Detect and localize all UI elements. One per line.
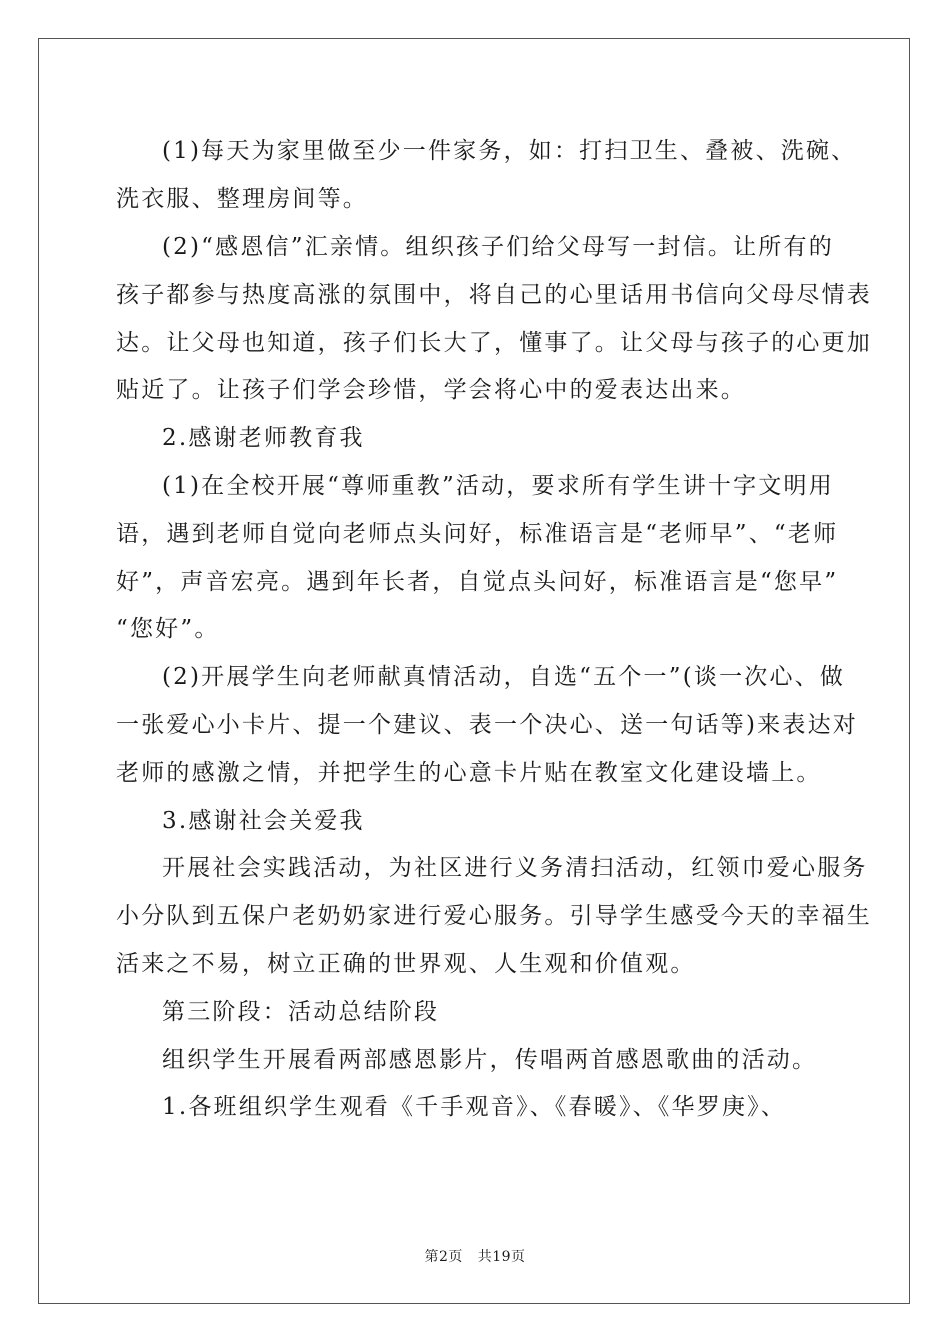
paragraph-line: “您好”。 — [116, 616, 220, 642]
section-heading: 3.感谢社会关爱我 — [162, 808, 365, 834]
paragraph-line: (2)“感恩信”汇亲情。组织孩子们给父母写一封信。让所有的 — [162, 234, 834, 260]
page-number-footer: 第2页 共19页 — [424, 1249, 526, 1265]
paragraph-line: 组织学生开展看两部感恩影片，传唱两首感恩歌曲的活动。 — [162, 1047, 818, 1073]
paragraph-line: (2)开展学生向老师献真情活动，自选“五个一”(谈一次心、做 — [162, 664, 846, 690]
paragraph-line: 1.各班组织学生观看《千手观音》、《春暖》、《华罗庚》、 — [162, 1094, 787, 1120]
paragraph-line: 老师的感激之情，并把学生的心意卡片贴在教室文化建设墙上。 — [116, 760, 822, 786]
paragraph-line: 好”，声音宏亮。遇到年长者，自觉点头问好，标准语言是“您早” — [116, 569, 839, 595]
paragraph-line: 开展社会实践活动，为社区进行义务清扫活动，红领巾爱心服务 — [162, 855, 868, 881]
paragraph-line: 活来之不易，树立正确的世界观、人生观和价值观。 — [116, 951, 696, 977]
paragraph-line: 达。让父母也知道，孩子们长大了，懂事了。让父母与孩子的心更加 — [116, 330, 872, 356]
paragraph-line: 贴近了。让孩子们学会珍惜，学会将心中的爱表达出来。 — [116, 377, 746, 403]
section-heading: 第三阶段：活动总结阶段 — [162, 999, 440, 1025]
paragraph-line: 语，遇到老师自觉向老师点头问好，标准语言是“老师早”、“老师 — [116, 521, 839, 547]
paragraph-line: 一张爱心小卡片、提一个建议、表一个决心、送一句话等)来表达对 — [116, 712, 858, 738]
paragraph-line: (1)在全校开展“尊师重教”活动，要求所有学生讲十字文明用 — [162, 473, 834, 499]
paragraph-line: 洗衣服、整理房间等。 — [116, 186, 368, 212]
paragraph-line: 小分队到五保户老奶奶家进行爱心服务。引导学生感受今天的幸福生 — [116, 903, 872, 929]
paragraph-line: 孩子都参与热度高涨的氛围中，将自己的心里话用书信向父母尽情表 — [116, 282, 872, 308]
section-heading: 2.感谢老师教育我 — [162, 425, 365, 451]
paragraph-line: (1)每天为家里做至少一件家务，如：打扫卫生、叠被、洗碗、 — [162, 138, 857, 164]
